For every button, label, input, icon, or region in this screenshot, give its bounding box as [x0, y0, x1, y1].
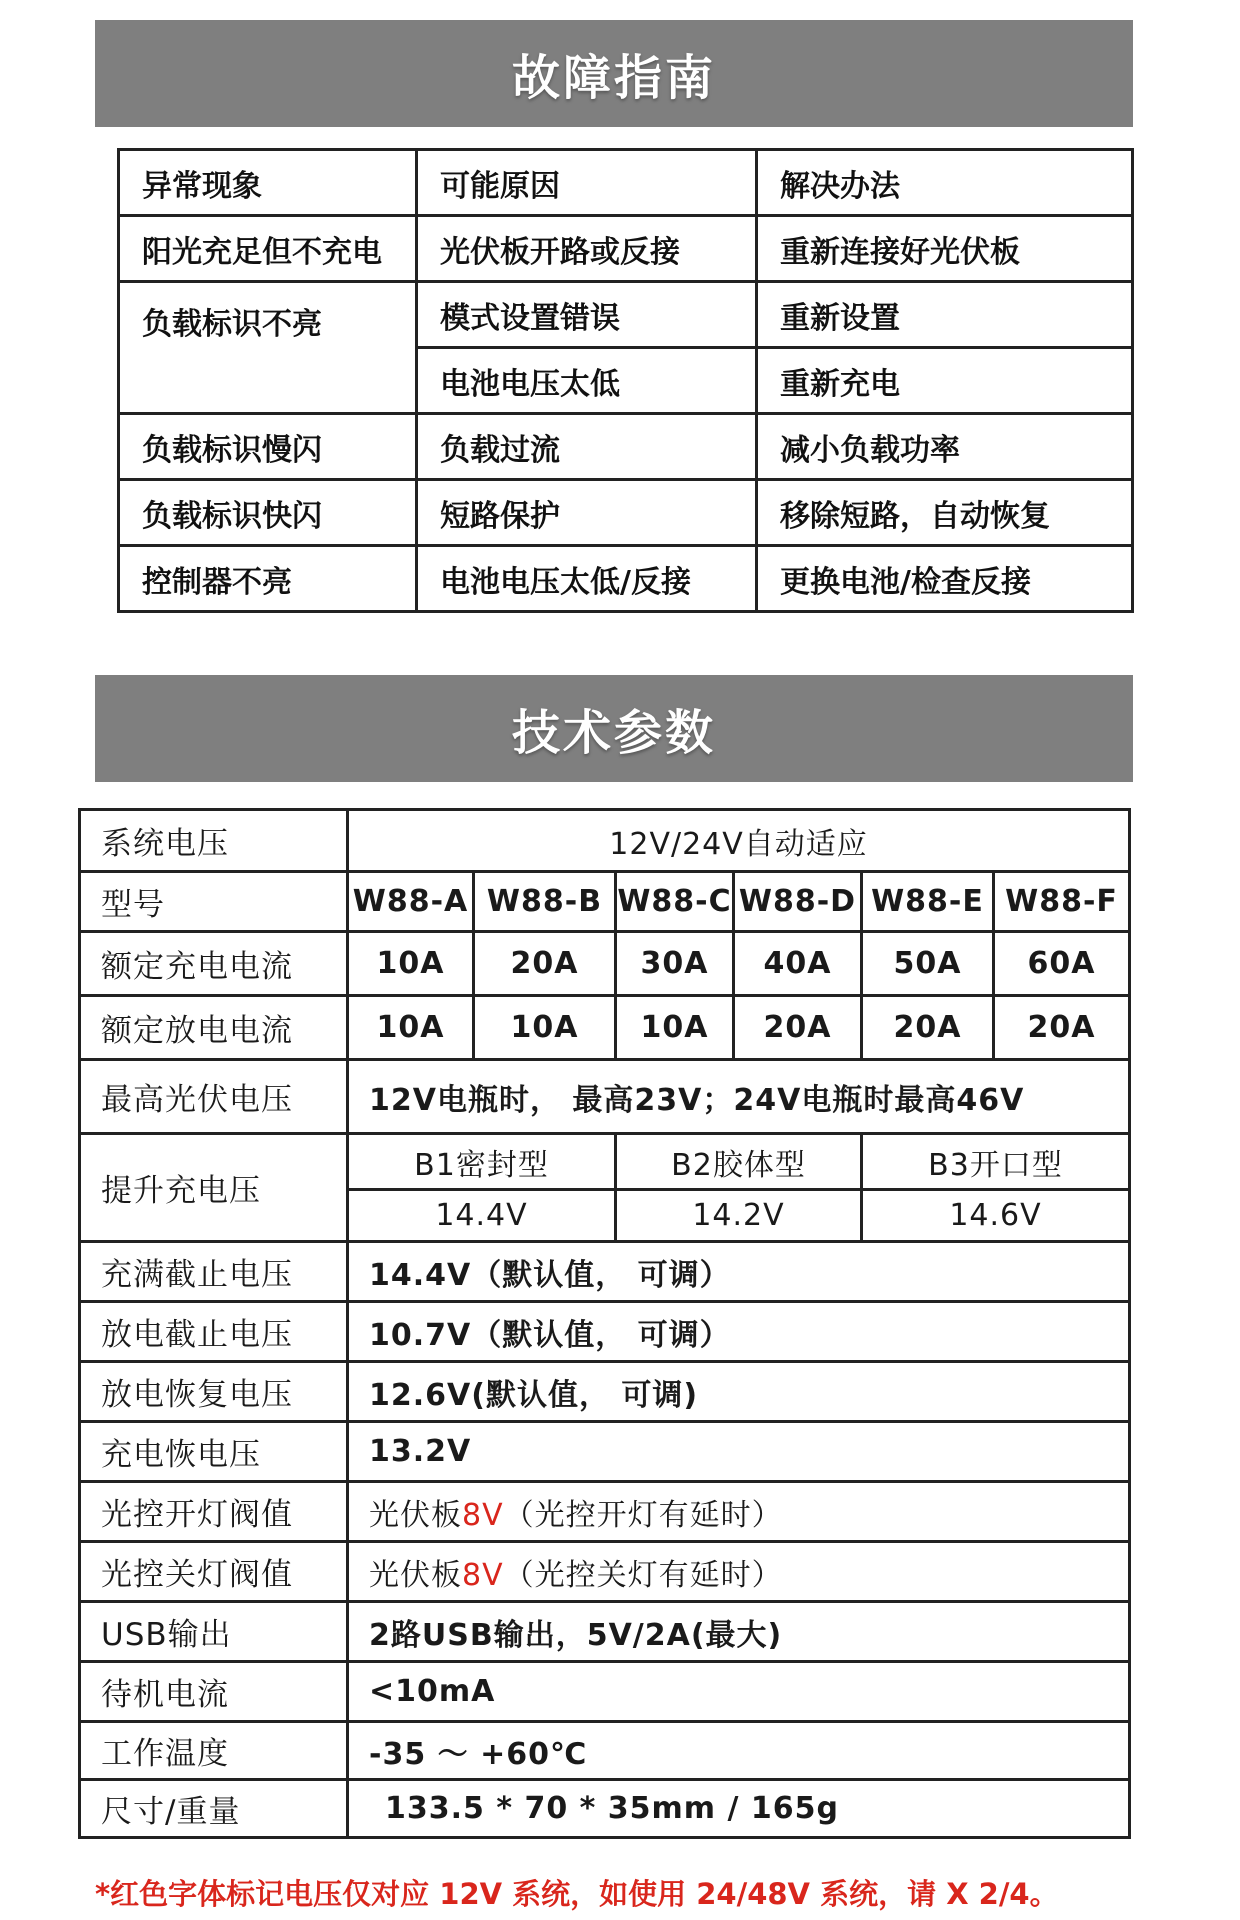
table-row — [80, 1060, 1130, 1134]
table-row — [119, 216, 1133, 282]
table-row — [80, 1302, 1130, 1362]
light-on-prefix: 光伏板 — [369, 1497, 462, 1533]
table-row — [80, 1602, 1130, 1662]
light-off-threshold-label: 光控关灯阀值 — [80, 1542, 348, 1602]
symptom-cell: 控制器不亮 — [119, 546, 417, 612]
table-row — [80, 1362, 1130, 1422]
full-cutoff-voltage-value: 14.4V（默认值， 可调） — [348, 1242, 1130, 1302]
usb-output-label: USB输出 — [80, 1602, 348, 1662]
full-cutoff-voltage-label: 充满截止电压 — [80, 1242, 348, 1302]
light-off-voltage: 8V — [462, 1557, 504, 1593]
solution-cell: 移除短路，自动恢复 — [757, 480, 1133, 546]
rated-discharge-current-value: 20A — [994, 996, 1130, 1060]
rated-discharge-current-value: 10A — [616, 996, 734, 1060]
table-row — [119, 546, 1133, 612]
light-on-voltage: 8V — [462, 1497, 504, 1533]
table-header-row — [119, 150, 1133, 216]
light-off-suffix: （光控关灯有延时） — [503, 1557, 783, 1593]
rated-discharge-current-value: 20A — [862, 996, 994, 1060]
light-on-threshold-label: 光控开灯阀值 — [80, 1482, 348, 1542]
table-row — [80, 996, 1130, 1060]
rated-charge-current-value: 60A — [994, 932, 1130, 996]
solution-cell: 重新连接好光伏板 — [757, 216, 1133, 282]
model-value: W88-C — [616, 872, 734, 932]
header-symptom: 异常现象 — [119, 150, 417, 216]
battery-type-b1: B1密封型 — [348, 1134, 616, 1190]
rated-discharge-current-value: 10A — [348, 996, 474, 1060]
model-label: 型号 — [80, 872, 348, 932]
discharge-cutoff-voltage-value: 10.7V（默认值， 可调） — [348, 1302, 1130, 1362]
table-row — [80, 810, 1130, 872]
working-temp-label: 工作温度 — [80, 1722, 348, 1780]
symptom-cell: 负载标识慢闪 — [119, 414, 417, 480]
boost-voltage-b1: 14.4V — [348, 1190, 616, 1242]
rated-discharge-current-value: 10A — [474, 996, 616, 1060]
cause-cell: 电池电压太低/反接 — [417, 546, 757, 612]
symptom-cell: 阳光充足但不充电 — [119, 216, 417, 282]
max-pv-voltage-label: 最高光伏电压 — [80, 1060, 348, 1134]
cause-cell: 模式设置错误 — [417, 282, 757, 348]
rated-discharge-current-value: 20A — [734, 996, 862, 1060]
rated-charge-current-value: 10A — [348, 932, 474, 996]
table-row — [80, 1134, 1130, 1190]
battery-type-b3: B3开口型 — [862, 1134, 1130, 1190]
cause-cell: 光伏板开路或反接 — [417, 216, 757, 282]
rated-charge-current-value: 40A — [734, 932, 862, 996]
fault-guide-title: 故障指南 — [511, 50, 716, 106]
footnote: *红色字体标记电压仅对应 12V 系统，如使用 24/48V 系统，请 X 2/4。 — [95, 1877, 1059, 1911]
light-on-suffix: （光控开灯有延时） — [503, 1497, 783, 1533]
solution-cell: 重新充电 — [757, 348, 1133, 414]
model-value: W88-E — [862, 872, 994, 932]
table-row — [119, 282, 1133, 348]
discharge-recovery-voltage-label: 放电恢复电压 — [80, 1362, 348, 1422]
tech-params-title: 技术参数 — [511, 705, 716, 761]
symptom-cell: 负载标识不亮 — [119, 282, 417, 414]
battery-type-b2: B2胶体型 — [616, 1134, 862, 1190]
system-voltage-value: 12V/24V自动适应 — [348, 810, 1130, 872]
header-solution: 解决办法 — [757, 150, 1133, 216]
cause-cell: 短路保护 — [417, 480, 757, 546]
table-row — [119, 414, 1133, 480]
light-off-prefix: 光伏板 — [369, 1557, 462, 1593]
boost-charge-voltage-label: 提升充电压 — [80, 1134, 348, 1242]
rated-charge-current-value: 30A — [616, 932, 734, 996]
table-row — [80, 1422, 1130, 1482]
discharge-cutoff-voltage-label: 放电截止电压 — [80, 1302, 348, 1362]
model-value: W88-B — [474, 872, 616, 932]
table-row — [80, 1662, 1130, 1722]
solution-cell: 更换电池/检查反接 — [757, 546, 1133, 612]
boost-voltage-b3: 14.6V — [862, 1190, 1130, 1242]
size-weight-value: 133.5 * 70 * 35mm / 165g — [348, 1780, 1130, 1838]
symptom-cell: 负载标识快闪 — [119, 480, 417, 546]
table-row — [80, 1242, 1130, 1302]
model-value: W88-D — [734, 872, 862, 932]
table-row — [80, 1722, 1130, 1780]
table-row — [80, 1482, 1130, 1542]
system-voltage-label: 系统电压 — [80, 810, 348, 872]
header-cause: 可能原因 — [417, 150, 757, 216]
fault-guide-banner — [95, 20, 1133, 127]
discharge-recovery-voltage-value: 12.6V(默认值， 可调) — [348, 1362, 1130, 1422]
size-weight-label: 尺寸/重量 — [80, 1780, 348, 1838]
max-pv-voltage-value: 12V电瓶时， 最高23V；24V电瓶时最高46V — [348, 1060, 1130, 1134]
light-on-threshold-value — [348, 1482, 1130, 1542]
table-row — [80, 1542, 1130, 1602]
rated-discharge-current-label: 额定放电电流 — [80, 996, 348, 1060]
working-temp-value: -35 ～ +60℃ — [348, 1722, 1130, 1780]
table-row — [80, 932, 1130, 996]
charge-recovery-voltage-value: 13.2V — [348, 1422, 1130, 1482]
tech-params-table — [78, 808, 1131, 1839]
solution-cell: 重新设置 — [757, 282, 1133, 348]
solution-cell: 减小负载功率 — [757, 414, 1133, 480]
standby-current-label: 待机电流 — [80, 1662, 348, 1722]
rated-charge-current-label: 额定充电电流 — [80, 932, 348, 996]
model-value: W88-A — [348, 872, 474, 932]
cause-cell: 电池电压太低 — [417, 348, 757, 414]
table-row — [80, 1780, 1130, 1838]
model-value: W88-F — [994, 872, 1130, 932]
table-row — [119, 480, 1133, 546]
rated-charge-current-value: 50A — [862, 932, 994, 996]
usb-output-value: 2路USB输出，5V/2A(最大) — [348, 1602, 1130, 1662]
rated-charge-current-value: 20A — [474, 932, 616, 996]
tech-params-banner — [95, 675, 1133, 782]
fault-guide-table — [117, 148, 1134, 613]
standby-current-value: <10mA — [348, 1662, 1130, 1722]
table-row — [80, 872, 1130, 932]
charge-recovery-voltage-label: 充电恢电压 — [80, 1422, 348, 1482]
boost-voltage-b2: 14.2V — [616, 1190, 862, 1242]
light-off-threshold-value — [348, 1542, 1130, 1602]
cause-cell: 负载过流 — [417, 414, 757, 480]
